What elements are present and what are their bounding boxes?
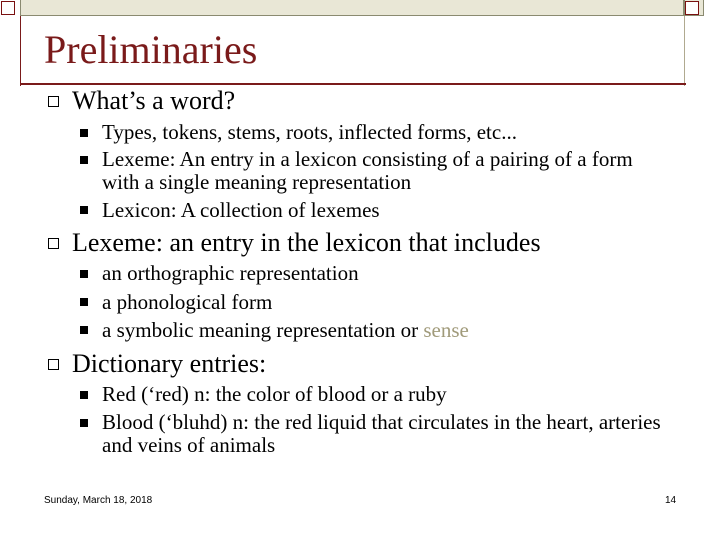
sub-bullet-lexicon-definition: Lexicon: A collection of lexemes	[102, 198, 380, 222]
hollow-square-bullet-icon	[48, 359, 59, 370]
top-decorative-bar	[20, 0, 684, 16]
filled-square-bullet-icon	[80, 156, 88, 164]
symbolic-meaning-text: a symbolic meaning representation or	[102, 318, 424, 342]
left-accent-line	[20, 16, 21, 86]
bullet-dictionary-entries: Dictionary entries:	[72, 349, 267, 378]
filled-square-bullet-icon	[80, 298, 88, 306]
sub-bullet-lexeme-definition: Lexeme: An entry in a lexicon consisting of a pairing of a form with a single meaning representation	[102, 147, 633, 194]
hollow-square-bullet-icon	[48, 238, 59, 249]
filled-square-bullet-icon	[80, 326, 88, 334]
title-underline	[20, 83, 686, 85]
filled-square-bullet-icon	[80, 391, 88, 399]
sub-bullet-orthographic: an orthographic representation	[102, 261, 359, 285]
sub-bullet-phonological: a phonological form	[102, 290, 273, 314]
page-number: 14	[665, 495, 677, 506]
bullet-lexeme-entry: Lexeme: an entry in the lexicon that includes	[72, 228, 541, 257]
decorative-square-right	[685, 1, 699, 15]
footer-date: Sunday, March 18, 2018	[44, 495, 153, 506]
sense-term: sense	[423, 318, 469, 342]
sub-bullet-blood-entry: Blood (‘bluhd) n: the red liquid that circulates in the heart, arteries and veins of animals	[102, 410, 661, 457]
sub-bullet-types-tokens: Types, tokens, stems, roots, inflected forms, etc...	[102, 120, 517, 144]
filled-square-bullet-icon	[80, 270, 88, 278]
decorative-square-left	[1, 1, 15, 15]
filled-square-bullet-icon	[80, 129, 88, 137]
hollow-square-bullet-icon	[48, 96, 59, 107]
bullet-what-is-a-word: What’s a word?	[72, 86, 236, 115]
right-accent-line	[684, 16, 685, 86]
filled-square-bullet-icon	[80, 206, 88, 214]
sub-bullet-symbolic-meaning	[102, 319, 682, 342]
slide-title: Preliminaries	[44, 27, 258, 72]
sub-bullet-red-entry: Red (‘red) n: the color of blood or a ruby	[102, 382, 447, 406]
filled-square-bullet-icon	[80, 419, 88, 427]
